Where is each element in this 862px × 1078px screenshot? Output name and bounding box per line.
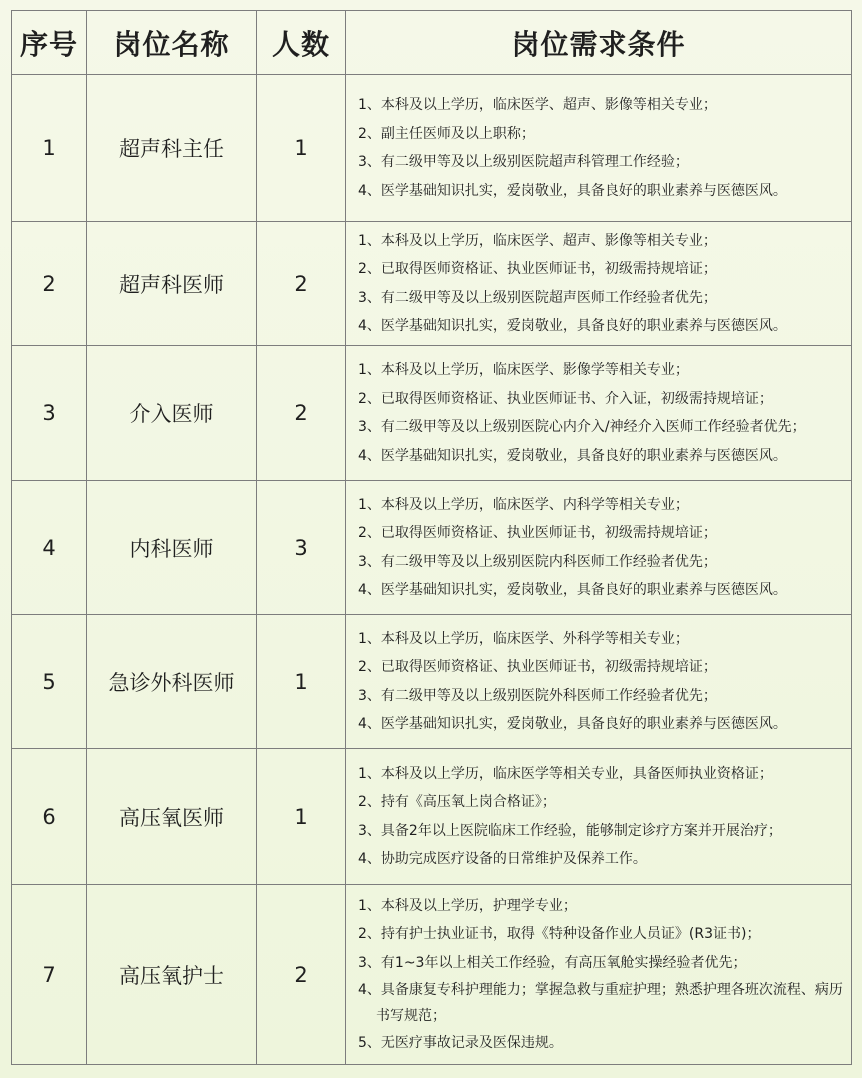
table-row bbox=[12, 222, 852, 346]
headcount: 2 bbox=[257, 222, 346, 346]
headcount: 2 bbox=[257, 885, 346, 1065]
requirement-item: 1、本科及以上学历，临床医学、内科学等相关专业； bbox=[358, 496, 689, 513]
requirement-item: 1、本科及以上学历，临床医学、外科学等相关专业； bbox=[358, 630, 689, 647]
requirement-item: 3、有二级甲等及以上级别医院超声医师工作经验者优先； bbox=[358, 289, 717, 306]
requirement-item: 1、本科及以上学历，护理学专业； bbox=[358, 897, 577, 914]
headcount: 1 bbox=[257, 615, 346, 749]
requirement-item: 4、具备康复专科护理能力；掌握急救与重症护理；熟悉护理各班次流程、病历书写规范； bbox=[358, 982, 843, 1024]
requirement-item: 4、协助完成医疗设备的日常维护及保养工作。 bbox=[358, 851, 647, 867]
requirement-item: 2、已取得医师资格证、执业医师证书、介入证，初级需持规培证； bbox=[358, 390, 773, 407]
row-number: 6 bbox=[12, 749, 87, 885]
table-row bbox=[12, 346, 852, 481]
position-title: 急诊外科医师 bbox=[87, 615, 257, 749]
requirement-item: 1、本科及以上学历，临床医学、超声、影像等相关专业； bbox=[358, 97, 717, 113]
requirement-item: 3、有二级甲等及以上级别医院心内介入/神经介入医师工作经验者优先； bbox=[358, 419, 806, 435]
job-requirements-table bbox=[11, 10, 852, 1065]
requirement-item: 2、已取得医师资格证、执业医师证书，初级需持规培证； bbox=[358, 261, 717, 277]
requirements-cell bbox=[346, 885, 852, 1065]
headcount: 3 bbox=[257, 481, 346, 615]
requirements-list bbox=[358, 892, 851, 1058]
table-header-row bbox=[12, 11, 852, 75]
requirement-item: 4、医学基础知识扎实，爱岗敬业，具备良好的职业素养与医德医风。 bbox=[358, 318, 787, 334]
position-title: 超声科主任 bbox=[87, 75, 257, 222]
row-number: 3 bbox=[12, 346, 87, 481]
requirement-item: 3、具备2年以上医院临床工作经验，能够制定诊疗方案并开展治疗； bbox=[358, 822, 782, 839]
requirement-item: 4、医学基础知识扎实，爱岗敬业，具备良好的职业素养与医德医风。 bbox=[358, 716, 787, 732]
requirement-item: 2、已取得医师资格证、执业医师证书，初级需持规培证； bbox=[358, 659, 717, 675]
requirements-list bbox=[358, 625, 851, 739]
position-title: 高压氧护士 bbox=[87, 885, 257, 1065]
row-number: 4 bbox=[12, 481, 87, 615]
requirement-item: 3、有1~3年以上相关工作经验，有高压氧舱实操经验者优先； bbox=[358, 954, 747, 971]
position-title: 高压氧医师 bbox=[87, 749, 257, 885]
requirements-cell bbox=[346, 346, 852, 481]
requirements-list bbox=[358, 227, 851, 341]
requirement-item: 2、持有《高压氧上岗合格证》； bbox=[358, 794, 556, 810]
requirement-item: 1、本科及以上学历，临床医学、影像学等相关专业； bbox=[358, 362, 689, 378]
requirement-item: 2、副主任医师及以上职称； bbox=[358, 125, 535, 142]
requirement-item: 2、已取得医师资格证、执业医师证书，初级需持规培证； bbox=[358, 525, 717, 541]
requirements-list bbox=[358, 760, 851, 874]
requirement-item: 3、有二级甲等及以上级别医院内科医师工作经验者优先； bbox=[358, 553, 717, 570]
requirement-item: 3、有二级甲等及以上级别医院外科医师工作经验者优先； bbox=[358, 687, 717, 704]
requirement-item: 3、有二级甲等及以上级别医院超声科管理工作经验； bbox=[358, 154, 689, 170]
requirement-item: 5、无医疗事故记录及医保违规。 bbox=[358, 1035, 563, 1051]
row-number: 2 bbox=[12, 222, 87, 346]
position-title: 介入医师 bbox=[87, 346, 257, 481]
row-number: 1 bbox=[12, 75, 87, 222]
requirements-cell bbox=[346, 615, 852, 749]
requirement-item: 4、医学基础知识扎实，爱岗敬业，具备良好的职业素养与医德医风。 bbox=[358, 182, 787, 199]
position-title: 内科医师 bbox=[87, 481, 257, 615]
row-number: 5 bbox=[12, 615, 87, 749]
headcount: 1 bbox=[257, 75, 346, 222]
table-row bbox=[12, 481, 852, 615]
requirements-list bbox=[358, 356, 851, 470]
header-position-name: 岗位名称 bbox=[87, 11, 257, 75]
headcount: 1 bbox=[257, 749, 346, 885]
requirement-item: 4、医学基础知识扎实，爱岗敬业，具备良好的职业素养与医德医风。 bbox=[358, 447, 787, 464]
header-serial-number: 序号 bbox=[12, 11, 87, 75]
table-row bbox=[12, 75, 852, 222]
header-requirements: 岗位需求条件 bbox=[346, 11, 852, 75]
table-row bbox=[12, 749, 852, 885]
requirements-cell bbox=[346, 222, 852, 346]
requirement-item: 4、医学基础知识扎实，爱岗敬业，具备良好的职业素养与医德医风。 bbox=[358, 582, 787, 598]
requirements-list bbox=[358, 491, 851, 605]
requirements-list bbox=[358, 91, 851, 205]
header-headcount: 人数 bbox=[257, 11, 346, 75]
requirements-cell bbox=[346, 75, 852, 222]
requirements-cell bbox=[346, 749, 852, 885]
requirement-item: 2、持有护士执业证书，取得《特种设备作业人员证》(R3证书)； bbox=[358, 926, 761, 942]
position-title: 超声科医师 bbox=[87, 222, 257, 346]
headcount: 2 bbox=[257, 346, 346, 481]
requirements-cell bbox=[346, 481, 852, 615]
requirement-item: 1、本科及以上学历，临床医学、超声、影像等相关专业； bbox=[358, 232, 717, 249]
table-row bbox=[12, 885, 852, 1065]
requirement-item: 1、本科及以上学历，临床医学等相关专业，具备医师执业资格证； bbox=[358, 765, 773, 782]
row-number: 7 bbox=[12, 885, 87, 1065]
table-row bbox=[12, 615, 852, 749]
